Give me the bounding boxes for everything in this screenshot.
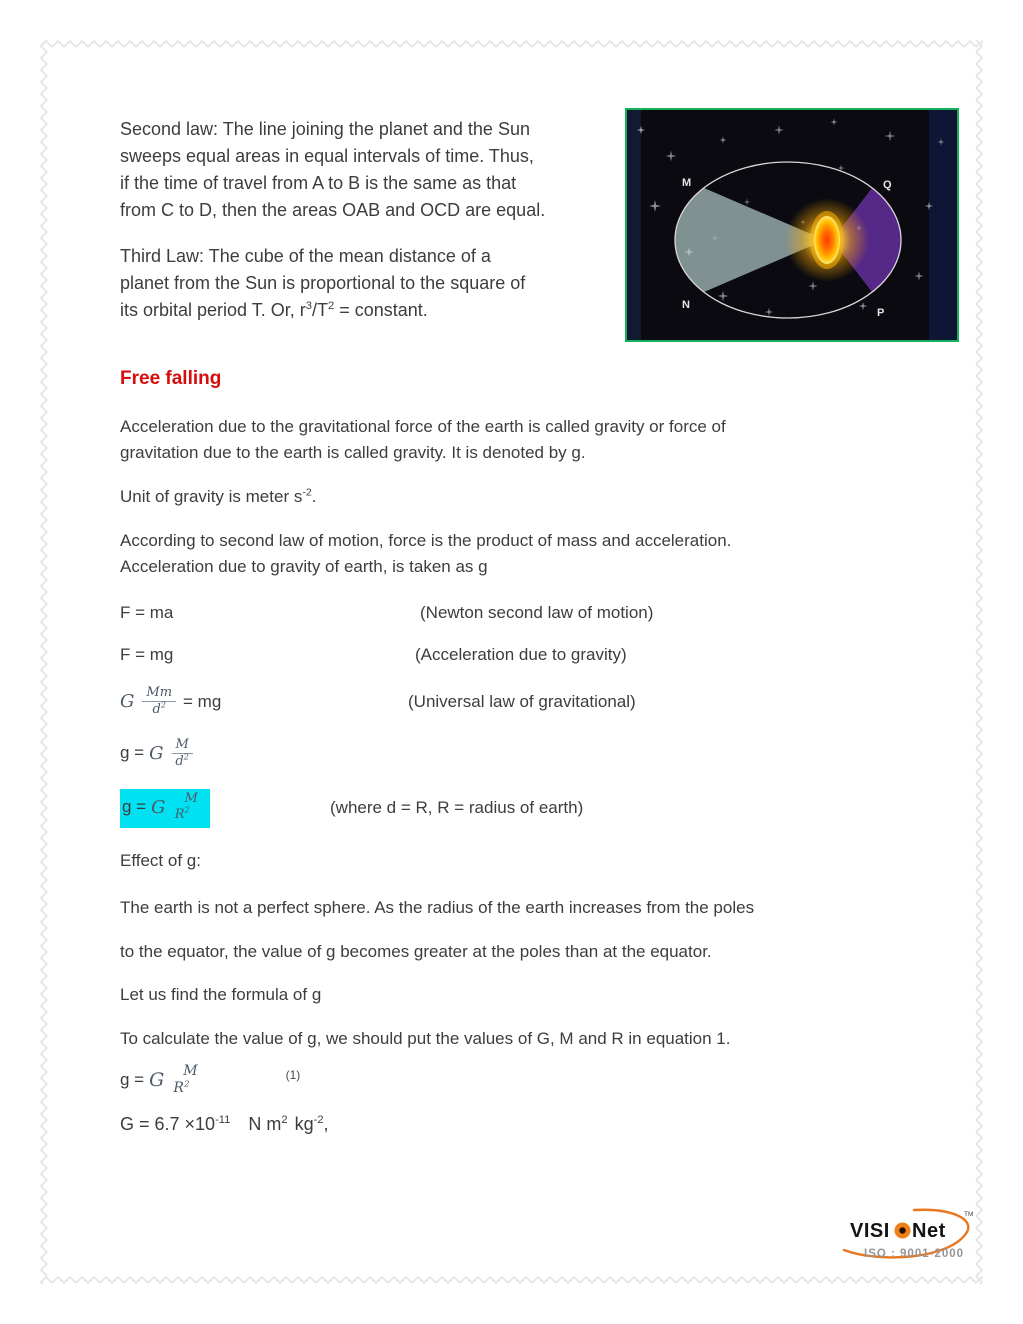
equation-number: (1) [285, 1067, 301, 1082]
third-law-paragraph: Third Law: The cube of the mean distance of a planet from the Sun is proportional to the square of its orbital period T. Or, $r^3/T^2$ = constant. [120, 246, 526, 320]
formula-row-g-gm-d2 [120, 738, 920, 770]
formula-label-gravity: (Acceleration due to gravity) [415, 645, 627, 664]
orbit-label-m: M [682, 177, 692, 189]
formula-row-g-gm-r2 [120, 789, 920, 828]
equation-1-row [120, 1064, 920, 1097]
document-body [120, 116, 920, 1155]
gravity-definition-paragraph: Acceleration due to the gravitational force of the earth is called gravity or force of gravitation due to the earth is called gravity. It is denoted by g. [120, 417, 726, 462]
gravity-unit-line: Unit of gravity is meter $s^{-2}$. [120, 486, 317, 506]
formula-label-radius: (where d = R, R = radius of earth) [330, 798, 584, 818]
formula-row-universal [120, 686, 920, 718]
second-law-paragraph: Second law: The line joining the planet and the Sun sweeps equal areas in equal intervals of time. Thus, if the time of travel from A to B is the same as that from C to D, then the areas OAB and OCD are equal. [120, 119, 546, 220]
orbit-label-q: Q [883, 179, 892, 191]
earth-sphere-line1: The earth is not a perfect sphere. As the radius of the earth increases from the poles [120, 897, 755, 917]
formula-f-mg: F = mg [120, 645, 174, 664]
formula-label-newton: (Newton second law of motion) [420, 603, 654, 622]
zigzag-border-right [973, 40, 985, 1284]
formula-row-f-ma [120, 602, 920, 624]
second-law-motion-paragraph: According to second law of motion, force is the product of mass and acceleration. Acceleration due to gravity of earth, is taken as g [120, 531, 732, 576]
formula-g-gm-d2: g = G $\frac{M}{d^2}$ [120, 738, 196, 770]
calculate-value-line: To calculate the value of g, we should put the values of G, M and R in equation 1. [120, 1028, 731, 1048]
logo-tm-mark: TM [964, 1211, 974, 1218]
equation-1-formula: g = G M $R^2$ [120, 1062, 198, 1097]
zigzag-border-top [40, 38, 983, 50]
orbit-label-n: N [682, 299, 690, 311]
zigzag-border-left [38, 40, 50, 1284]
earth-sphere-line2: to the equator, the value of g becomes greater at the poles than at the equator. [120, 941, 712, 961]
visionet-logo [838, 1206, 978, 1266]
orbit-label-p: P [877, 307, 885, 319]
logo-o-icon [895, 1223, 911, 1239]
formula-row-f-mg [120, 644, 920, 666]
effect-of-g-heading: Effect of g: [120, 850, 201, 870]
logo-text-visi: VISI [850, 1220, 890, 1242]
formula-universal: G $\frac{Mm}{d^2}$ = mg [120, 685, 222, 718]
formula-label-universal: (Universal law of gravitational) [408, 691, 636, 711]
fraction-m-r2: M $R^2$ [174, 791, 198, 823]
fraction-m-r2-eq1: M $R^2$ [173, 1062, 198, 1097]
fraction-mm-d2: $\frac{Mm}{d^2}$ [142, 686, 176, 718]
highlighted-formula-g-gm-r2: g = G M $R^2$ [120, 789, 210, 828]
logo-iso-text: ISO : 9001-2000 [864, 1248, 965, 1260]
free-falling-heading: Free falling [120, 368, 222, 389]
g-constant-value-line: $G = 6.7 \times 10^{-11}$ N $m^2$ $kg^{-2}$, [120, 1113, 329, 1134]
right-edge-tint [929, 110, 957, 340]
fraction-m-d2: $\frac{M}{d^2}$ [172, 738, 193, 770]
formula-f-ma: F = ma [120, 603, 174, 622]
logo-text-net: Net [912, 1220, 946, 1242]
find-formula-line: Let us find the formula of g [120, 984, 322, 1004]
zigzag-border-bottom [40, 1274, 983, 1286]
